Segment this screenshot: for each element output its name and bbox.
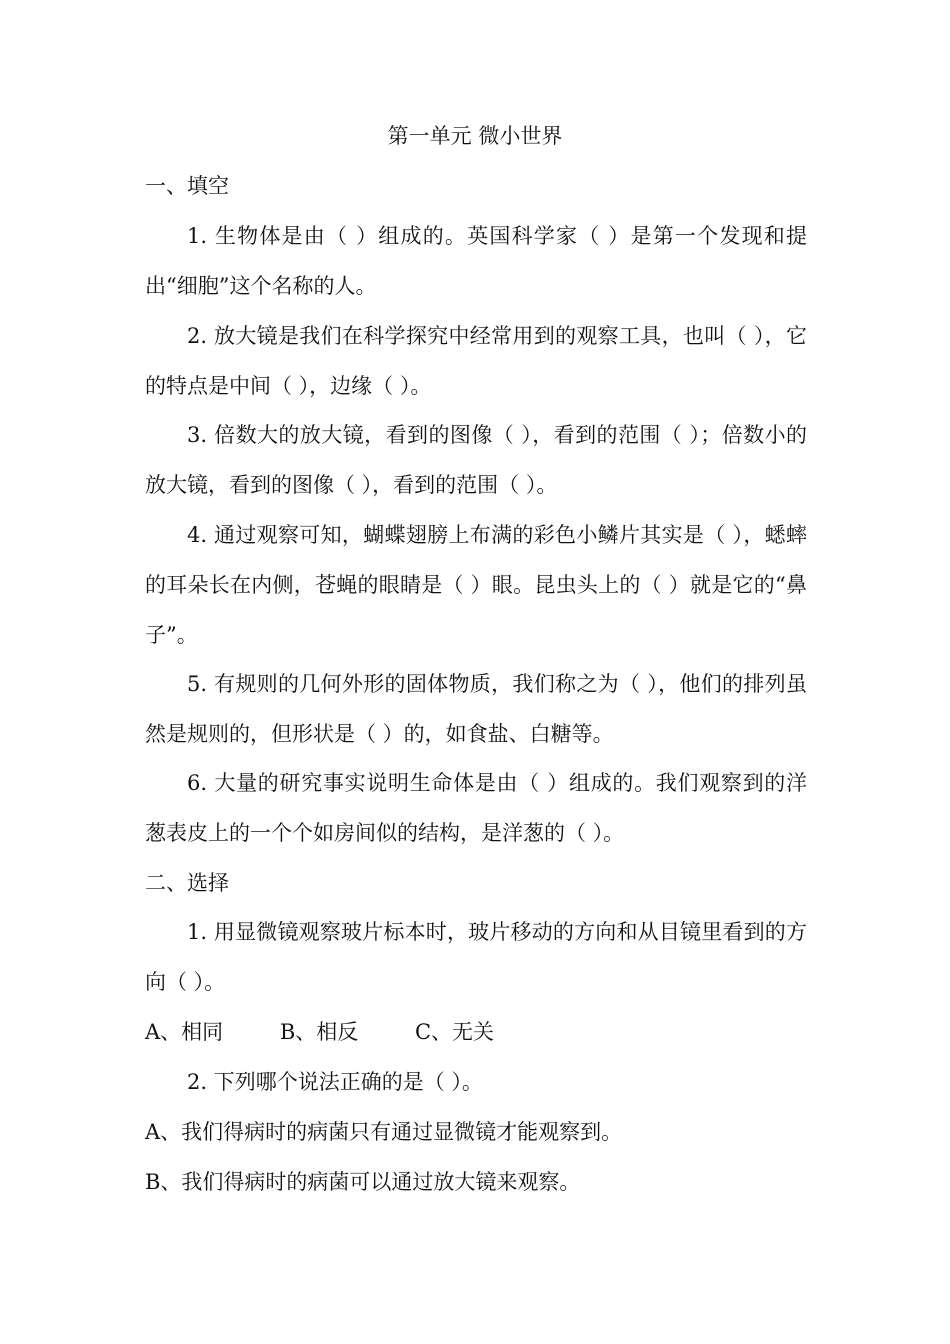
fill-blank-question-2: 2. 放大镜是我们在科学探究中经常用到的观察工具，也叫（ ），它的特点是中间（ ），边缘（ ）。 xyxy=(145,324,807,398)
section-heading-multiple-choice: 二、选择 xyxy=(145,871,229,895)
choice-question-1-options xyxy=(145,1014,807,1050)
option-c: C、无关 xyxy=(414,1020,495,1044)
section-heading-fill-blank: 一、填空 xyxy=(145,174,229,198)
fill-blank-question-5: 5. 有规则的几何外形的固体物质，我们称之为（ ），他们的排列虽然是规则的，但形状是（ ）的，如食盐、白糖等。 xyxy=(145,672,807,746)
choice-question-2: 2. 下列哪个说法正确的是（ ）。 xyxy=(187,1070,483,1094)
fill-blank-question-3: 3. 倍数大的放大镜，看到的图像（ ），看到的范围（ ）；倍数小的放大镜，看到的图像（ ），看到的范围（ ）。 xyxy=(145,423,807,497)
page-title: 第一单元 微小世界 xyxy=(387,124,563,148)
fill-blank-question-4: 4. 通过观察可知，蝴蝶翅膀上布满的彩色小鳞片其实是（ ），蟋蟀的耳朵长在内侧，苍蝇的眼睛是（ ）眼。昆虫头上的（ ）就是它的“鼻子”。 xyxy=(145,523,807,647)
fill-blank-question-6: 6. 大量的研究事实说明生命体是由（ ）组成的。我们观察到的洋葱表皮上的一个个如房间似的结构，是洋葱的（ ）。 xyxy=(145,771,807,845)
fill-blank-question-1: 1. 生物体是由（ ）组成的。英国科学家（ ）是第一个发现和提出“细胞”这个名称的人。 xyxy=(145,224,807,298)
option-b: B、相反 xyxy=(279,1020,359,1044)
choice-question-2-option-a: A、我们得病时的病菌只有通过显微镜才能观察到。 xyxy=(145,1120,623,1144)
choice-question-2-option-b: B、我们得病时的病菌可以通过放大镜来观察。 xyxy=(145,1170,581,1194)
choice-question-1: 1. 用显微镜观察玻片标本时，玻片移动的方向和从目镜里看到的方向（ ）。 xyxy=(145,920,807,994)
option-a: A、相同 xyxy=(145,1020,224,1044)
